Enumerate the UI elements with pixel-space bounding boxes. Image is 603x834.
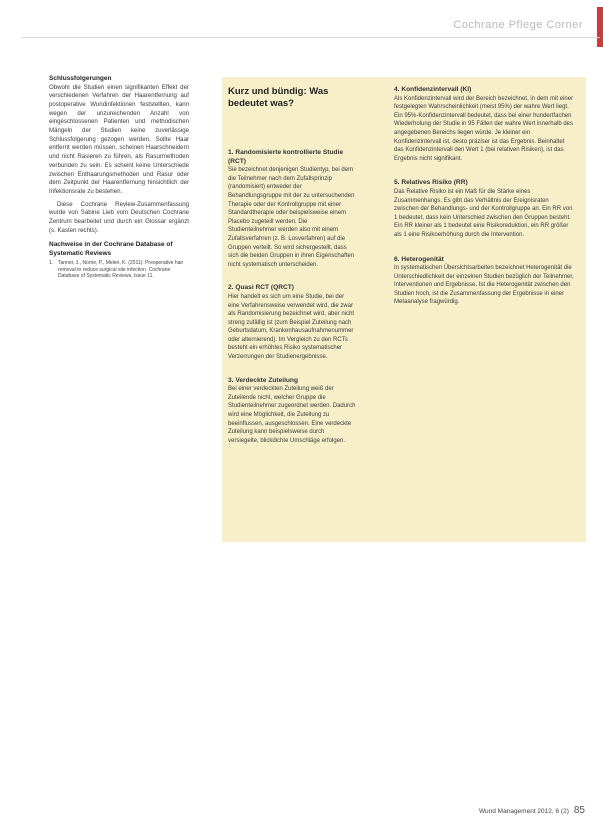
glossary-term-heading: 1. Randomisierte kontrollierte Studie (RCT) xyxy=(228,149,344,165)
glossary-term-text: Das Relative Risiko ist ein Maß für die Stärke eines Zusammenhangs. Es gibt das Verhältnis der Ereignisraten zwischen der Behandlungs- und der Kontrollgruppe an. Ein RR von 1 bedeutet, dass kein Unterschied zwischen den Gruppen besteht. Ein RR kleiner als 1 bedeutet eine Risikoreduktion, ein RR größer als 1 eine Risikoerhöhung durch die Intervention. xyxy=(394,188,573,238)
glossary-term-heading: 3. Verdeckte Zuteilung xyxy=(228,376,298,384)
references-heading: Nachweise in der Cochrane Database of Systematic Reviews xyxy=(49,241,173,257)
references-list xyxy=(49,260,189,279)
glossary-term-heading: 4. Konfidenzintervall (KI) xyxy=(394,86,472,93)
glossary-term-heading: 5. Relatives Risiko (RR) xyxy=(394,179,468,187)
glossary-term-heading: 6. Heterogenität xyxy=(394,255,444,263)
header-divider xyxy=(22,37,600,38)
header-accent-bar xyxy=(597,7,603,47)
glossary-term-text: Bei einer verdeckten Zuteilung weiß der Zuteilende nicht, welcher Gruppe die Studienteilnehmer zugeordnet werden. Dadurch wird eine Möglichkeit, die Zuteilung zu beeinflussen, ausgeschlossen. Eine verdeckte Zuteilung kann beispielsweise durch versiegelte, blickdichte Umschläge erfolgen. xyxy=(228,386,356,444)
glossary-term-text: Sie bezeichnet denjenigen Studientyp, bei dem die Teilnehmer nach dem Zufallsprinzip (randomisiert) entweder der Behandlungsgruppe mit der zu untersuchenden Therapie oder der Kontrollgruppe mit einer Standardtherapie oder beispielsweise einem Placebo zugeteilt werden. Die Studienteilnehmer werden also mit einem Zufallsverfahren (z. B. Losverfahren) auf die Gruppen verteilt. So wird sichergestellt, dass sich die beiden Gruppen in ihren Eigenschaften nicht systematisch unterscheiden. xyxy=(228,167,355,268)
glossary-term-heading: 2. Quasi RCT (QRCT) xyxy=(228,284,294,292)
conclusions-paragraph: Obwohl die Studien einen signifikanten Effekt der verschiedenen Verfahren der Haarentfernung auf postoperative Wundinfektionen feststellten, kann wegen der unzureichenden Anzahl von eingeschlossenen Patienten und methodischen Mängeln der Studien keine zuverlässige Schlussfolgerung gezogen werden. Sollte Haar entfernt werden müssen, scheinen Haarschneidern und nicht Rasieren zu führen, als Rasurmethoden verbunden zu sein. Es scheint keine Unterschiede zwischen Enthaarungsmethoden und Rasur oder dem Zeitpunkt der Haarentfernung hinsichtlich der Infektionsrate zu bestehen. xyxy=(49,83,189,195)
main-text-column xyxy=(49,75,189,280)
reference-item xyxy=(49,260,189,279)
glossary-term-text: Hier handelt es sich um eine Studie, bei der eine Verfahrensweise verwendet wird, die zwar als Randomisierung bezeichnet wird, aber nicht streng zufällig ist (zum Beispiel Zuteilung nach Geburtsdatum, Krankenhausaufnahmenummer oder alternierend). Im Vergleich zu den RCTs besteht ein erhöhtes Risiko systematischer Verzerrungen der Studienergebnisse. xyxy=(228,293,355,361)
journal-citation: Wund Management 2012, 6 (2) xyxy=(479,808,569,815)
reference-text: Tanner, J., Norrie, P., Melen, K. (2011): Preoperative hair removal to reduce surgical site infection. Cochrane Database of Systematic Reviews, Issue 11. xyxy=(58,260,184,280)
glossary-column-middle xyxy=(228,86,356,460)
editor-note-paragraph: Diese Cochrane Review-Zusammenfassung wurde von Sabine Lieb vom Deutschen Cochrane Zentrum bearbeitet und durch ein Glossar ergänzt (s. Kasten rechts). xyxy=(49,200,189,234)
glossary-title: Kurz und bündig: Was bedeutet was? xyxy=(228,86,329,109)
section-title: Cochrane Pflege Corner xyxy=(453,19,583,31)
page-footer xyxy=(479,805,585,816)
conclusions-heading: Schlussfolgerungen xyxy=(49,75,112,82)
page-number: 85 xyxy=(573,805,585,816)
reference-number: 1. xyxy=(49,260,54,267)
glossary-term-text: In systematischen Übersichtsarbeiten bezeichnet Heterogenität die Unterschiedlichkeit der einzelnen Studien bezüglich der Teilnehmer, Interventionen und Ergebnisse. Ist die Heterogenität zwischen den Studien hoch, ist die Zusammenfassung der Ergebnisse in einer Metaanalyse fragwürdig. xyxy=(394,265,574,306)
glossary-column-right xyxy=(394,86,574,323)
glossary-term-text: Als Konfidenzintervall wird der Bereich bezeichnet, in dem mit einer festgelegten Wahrscheinlichkeit (meist 95%) der wahre Wert liegt. Ein 95%-Konfidenzintervall bedeutet, dass bei einer hundertfachen Wiederholung der Studie in 95 Fällen der wahre Wert innerhalb des angegebenen Bereichs liegen würde. Je kleiner ein Konfidenzintervall ist, desto präziser ist das Ergebnis. Beinhaltet das Konfidenzintervall den Wert 1 (bei relativen Risiken), ist das Ergebnis nicht signifikant. xyxy=(394,95,574,162)
